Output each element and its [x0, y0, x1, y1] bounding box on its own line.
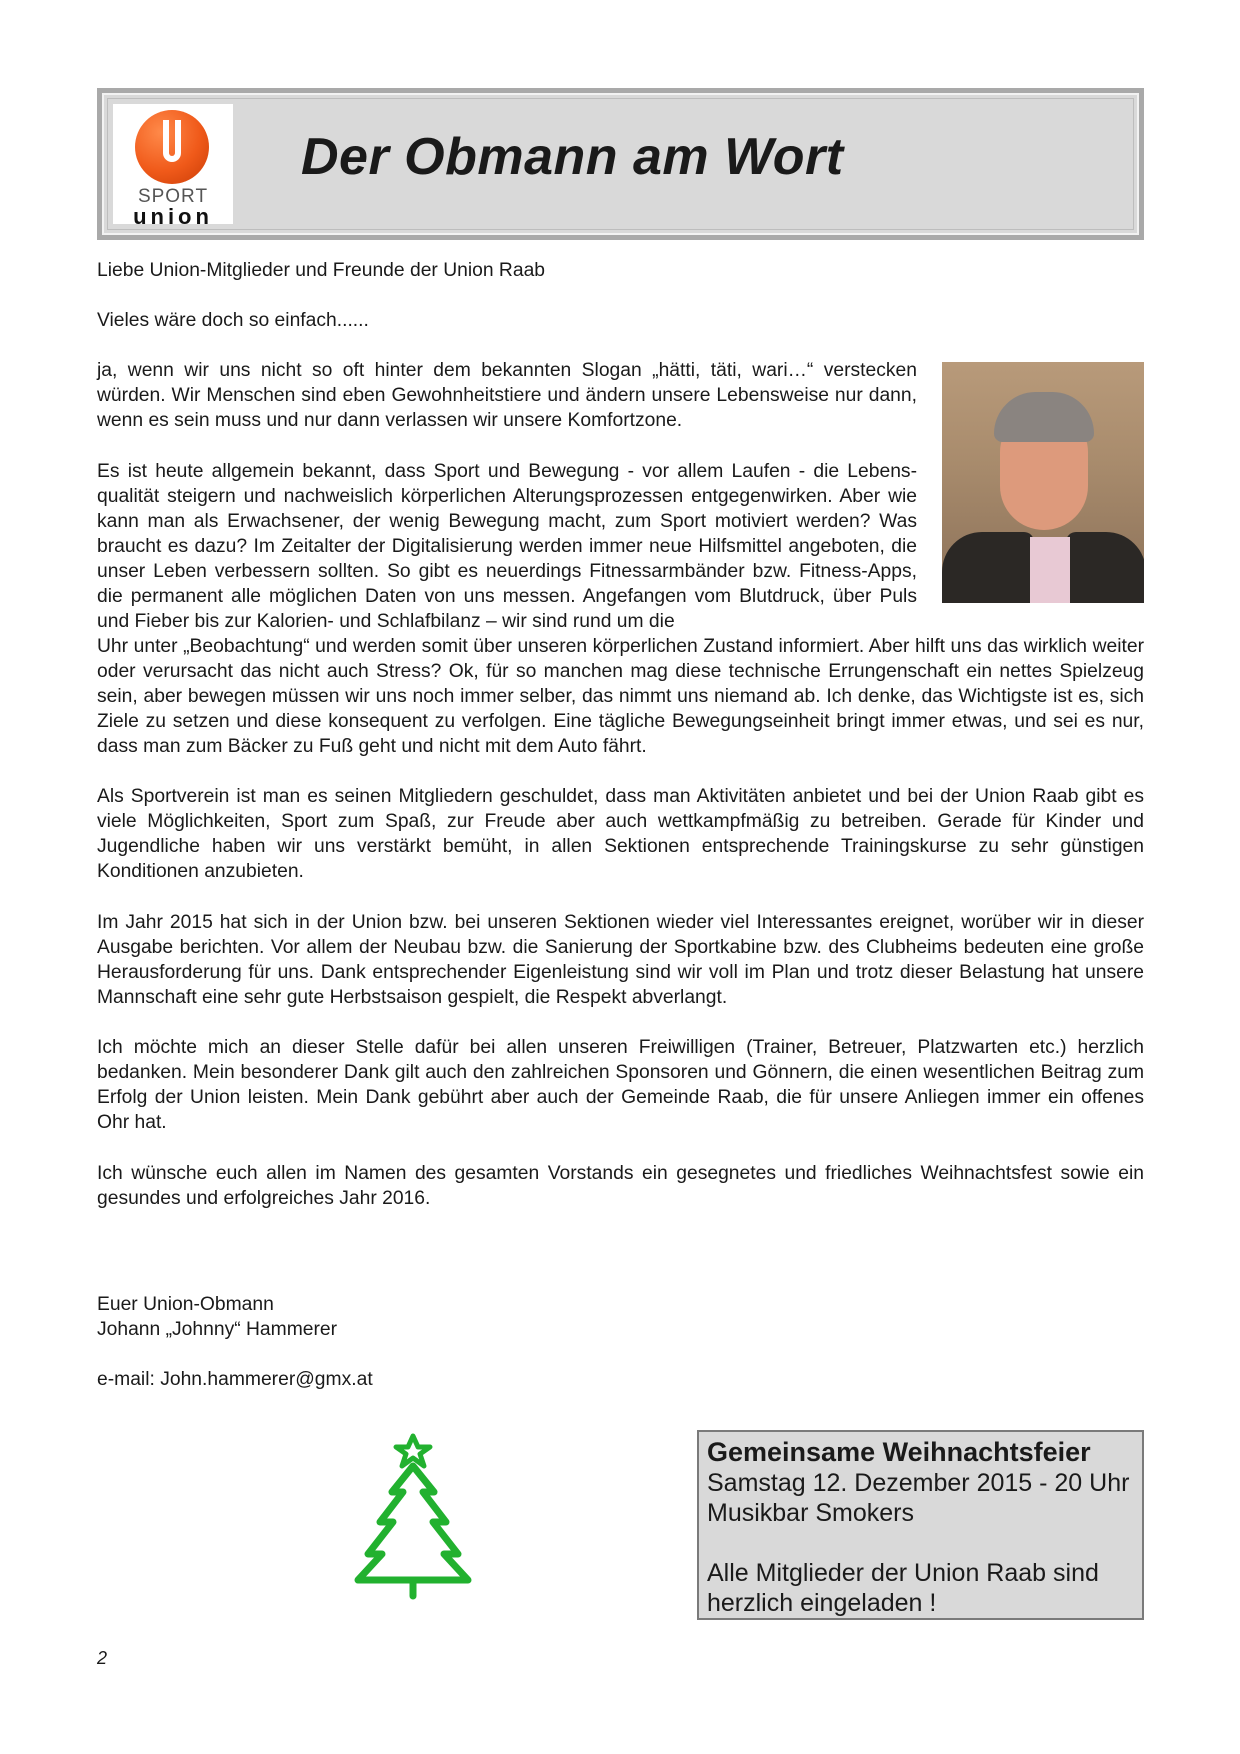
paragraph-4: Im Jahr 2015 hat sich in der Union bzw. bei unseren Sektionen wieder viel Interessantes ereignet, worüber wir in dieser Ausgabe berichten. Vor allem der Neubau bzw. die Sanierung der Sportkabine bzw. des Clubheims bedeuten eine große Herausforderung für uns. Dank entsprechender Eigenleistung sind wir voll im Plan und trotz dieser Belastung hat unsere Mannschaft eine sehr gute Herbstsaison gespielt, die Respekt abverlangt. — [97, 912, 1144, 1008]
email-line: e-mail: John.hammerer@gmx.at — [97, 1369, 373, 1390]
sport-union-logo — [113, 104, 233, 229]
page-title: Der Obmann am Wort — [301, 128, 844, 186]
obmann-portrait-photo — [942, 362, 1144, 603]
paragraph-1: ja, wenn wir uns nicht so oft hinter dem bekannten Slogan „hätti, täti, wari…“ verstecken würden. Wir Menschen sind eben Gewohnheitstiere und ändern unsere Lebensweise nur dann, wenn es sein muss und nur dann verlassen wir unsere Komfortzone. — [97, 360, 917, 431]
header-panel — [102, 93, 1139, 235]
event-invite-line-2: herzlich eingeladen ! — [707, 1589, 937, 1617]
header-banner — [97, 88, 1144, 240]
logo-line-union: union — [133, 204, 213, 229]
event-title: Gemeinsame Weihnachtsfeier — [707, 1437, 1091, 1467]
paragraph-2b: Uhr unter „Beobachtung“ und werden somit über unseren körperlichen Zustand informiert. Aber hilft uns das wirklich weiter oder verursacht das nicht auch Stress? Ok, für so manchen mag diese technische Errungenschaft ein nettes Spielzeug sein, aber bewegen müssen wir uns noch immer selber, das nimmt uns niemand ab. Ich denke, das Wichtigste ist es, sich Ziele zu setzen und diese konsequent zu verfolgen. Eine tägliche Bewegungseinheit bringt immer etwas, und sei es nur, dass man zum Bäcker zu Fuß geht und nicht mit dem Auto fährt. — [97, 636, 1144, 757]
paragraph-6: Ich wünsche euch allen im Namen des gesamten Vorstands ein gesegnetes und friedliches Weihnachtsfest sowie ein gesundes und erfolgreiches Jahr 2016. — [97, 1163, 1144, 1209]
event-date: Samstag 12. Dezember 2015 - 20 Uhr — [707, 1469, 1130, 1497]
signature-line-2: Johann „Johnny“ Hammerer — [97, 1319, 338, 1340]
signature-line-1: Euer Union-Obmann — [97, 1294, 274, 1315]
paragraph-2a: Es ist heute allgemein bekannt, dass Sport und Bewegung - vor allem Laufen - die Lebensqualität steigern und nachweislich körperlichen Alterungsprozessen entgegenwirken. Aber wie kann man als Erwachsener, der wenig Bewegung macht, zum Sport motiviert werden? Was braucht es dazu? Im Zeitalter der Digitalisierung werden immer neue Hilfsmittel angeboten, die unser Leben verbessern sollten. So gibt es neuerdings Fitnessarmbänder bzw. Fitness-Apps, die permanent alle möglichen Daten von uns messen. Angefangen vom Blutdruck, über Puls und Fieber bis zur Kalorien- und Schlafbilanz – wir sind rund um die — [97, 461, 917, 632]
letter-greeting: Liebe Union-Mitglieder und Freunde der Union Raab — [97, 260, 546, 281]
signature — [97, 1292, 337, 1342]
event-venue: Musikbar Smokers — [707, 1499, 914, 1527]
logo-line-sport: SPORT — [137, 186, 209, 207]
event-invite-line-1: Alle Mitglieder der Union Raab sind — [707, 1559, 1099, 1587]
christmas-tree-icon — [348, 1430, 478, 1600]
letter-intro: Vieles wäre doch so einfach...... — [97, 310, 369, 331]
paragraph-3: Als Sportverein ist man es seinen Mitgliedern geschuldet, dass man Aktivitäten anbietet und bei der Union Raab gibt es viele Möglichkeiten, Sport zum Spaß, zur Freude aber auch wettkampfmäßig zu betreiben. Gerade für Kinder und Jugendliche haben wir uns verstärkt bemüht, in allen Sektionen entsprechende Trainingskurse zu sehr günstigen Konditionen anzubieten. — [97, 786, 1144, 882]
paragraph-5: Ich möchte mich an dieser Stelle dafür bei allen unseren Freiwilligen (Trainer, Betreuer, Platzwarten etc.) herzlich bedanken. Mein besonderer Dank gilt auch den zahlreichen Sponsoren und Gönnern, die einen wesentlichen Beitrag zum Erfolg der Union leisten. Mein Dank gebührt aber auch der Gemeinde Raab, die für unsere Anliegen immer ein offenes Ohr hat. — [97, 1037, 1144, 1133]
union-u-emblem — [135, 110, 209, 184]
page-number: 2 — [97, 1648, 108, 1668]
event-announcement — [697, 1430, 1144, 1620]
